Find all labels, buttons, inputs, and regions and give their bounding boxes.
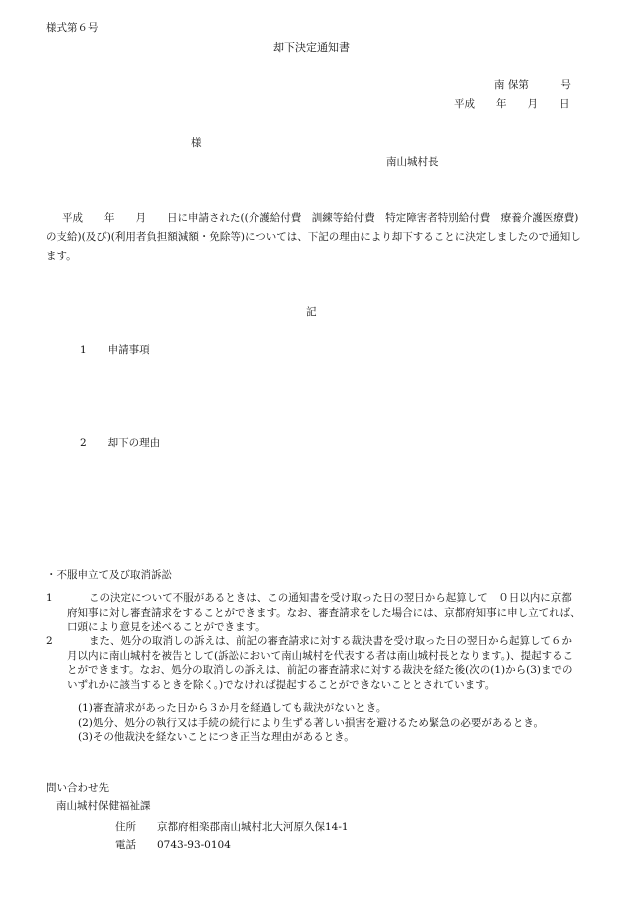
notice-item-text: また、処分の取消しの訴えは、前記の審査請求に対する裁決書を受け取った日の翌日から起算して６か月以内に南山城村を被告として(訴訟において南山城村を代表する者は南山城村長となります。)、提起することができます。なお、処分の取消しの訴えは、前記の審査請求に対する裁決を経た後(次の(1)から(3)までのいずれかに該当するときを除く。)でなければ提起することができないこととされています。 [67,635,574,691]
contact-phone-label: 電話 [115,839,136,851]
notice-item-number: 1 [46,592,53,604]
notice-item [46,634,582,692]
condition-item: (3)その他裁決を経ないことにつき正当な理由があるとき。 [78,731,355,743]
form-number: 様式第６号 [46,22,99,34]
notice-item [46,591,582,635]
issuer-name: 南山城村長 [386,156,439,168]
conditions-list [78,701,544,745]
contact-heading: 問い合わせ先 [46,782,109,794]
condition-item: (2)処分、処分の執行又は手続の続行により生ずる著しい損害を避けるため緊急の必要があるとき。 [78,716,544,729]
document-number: 南 保第 号 [494,79,571,91]
contact-phone: 0743-93-0104 [157,839,231,851]
document-title: 却下決定通知書 [273,41,350,54]
notice-item-number: 2 [46,635,53,647]
notice-body: 平成 年 月 日に申請された((介護給付費 訓練等給付費 特定障害者特別給付費 療養介護医療費)の支給)(及び)(利用者負担額減額・免除等)については、下記の理由により却下することに決定しましたので通知します。 [46,212,581,262]
contact-department: 南山城村保健福祉課 [56,800,151,812]
notice-item-text: この決定について不服があるときは、この通知書を受け取った日の翌日から起算して ０日以内に京都府知事に対し審査請求をすることができます。なお、審査請求をした場合には、京都府知事に申し立てれば、口頭により意見を述べることができます。 [67,592,581,633]
condition-item: (1)審査請求があった日から３か月を経過しても裁決がないとき。 [78,702,387,714]
issue-date: 平成 年 月 日 [454,98,570,110]
contact-address: 京都府相楽郡南山城村北大河原久保14-1 [157,821,349,833]
appeal-heading: ・不服申立て及び取消訴訟 [46,569,172,581]
addressee-suffix: 様 [191,137,202,149]
ki-heading: 記 [306,306,317,318]
contact-address-label: 住所 [115,821,136,833]
section-rejection-reason: 2 却下の理由 [80,437,161,449]
section-application-matters: 1 申請事項 [80,344,150,356]
